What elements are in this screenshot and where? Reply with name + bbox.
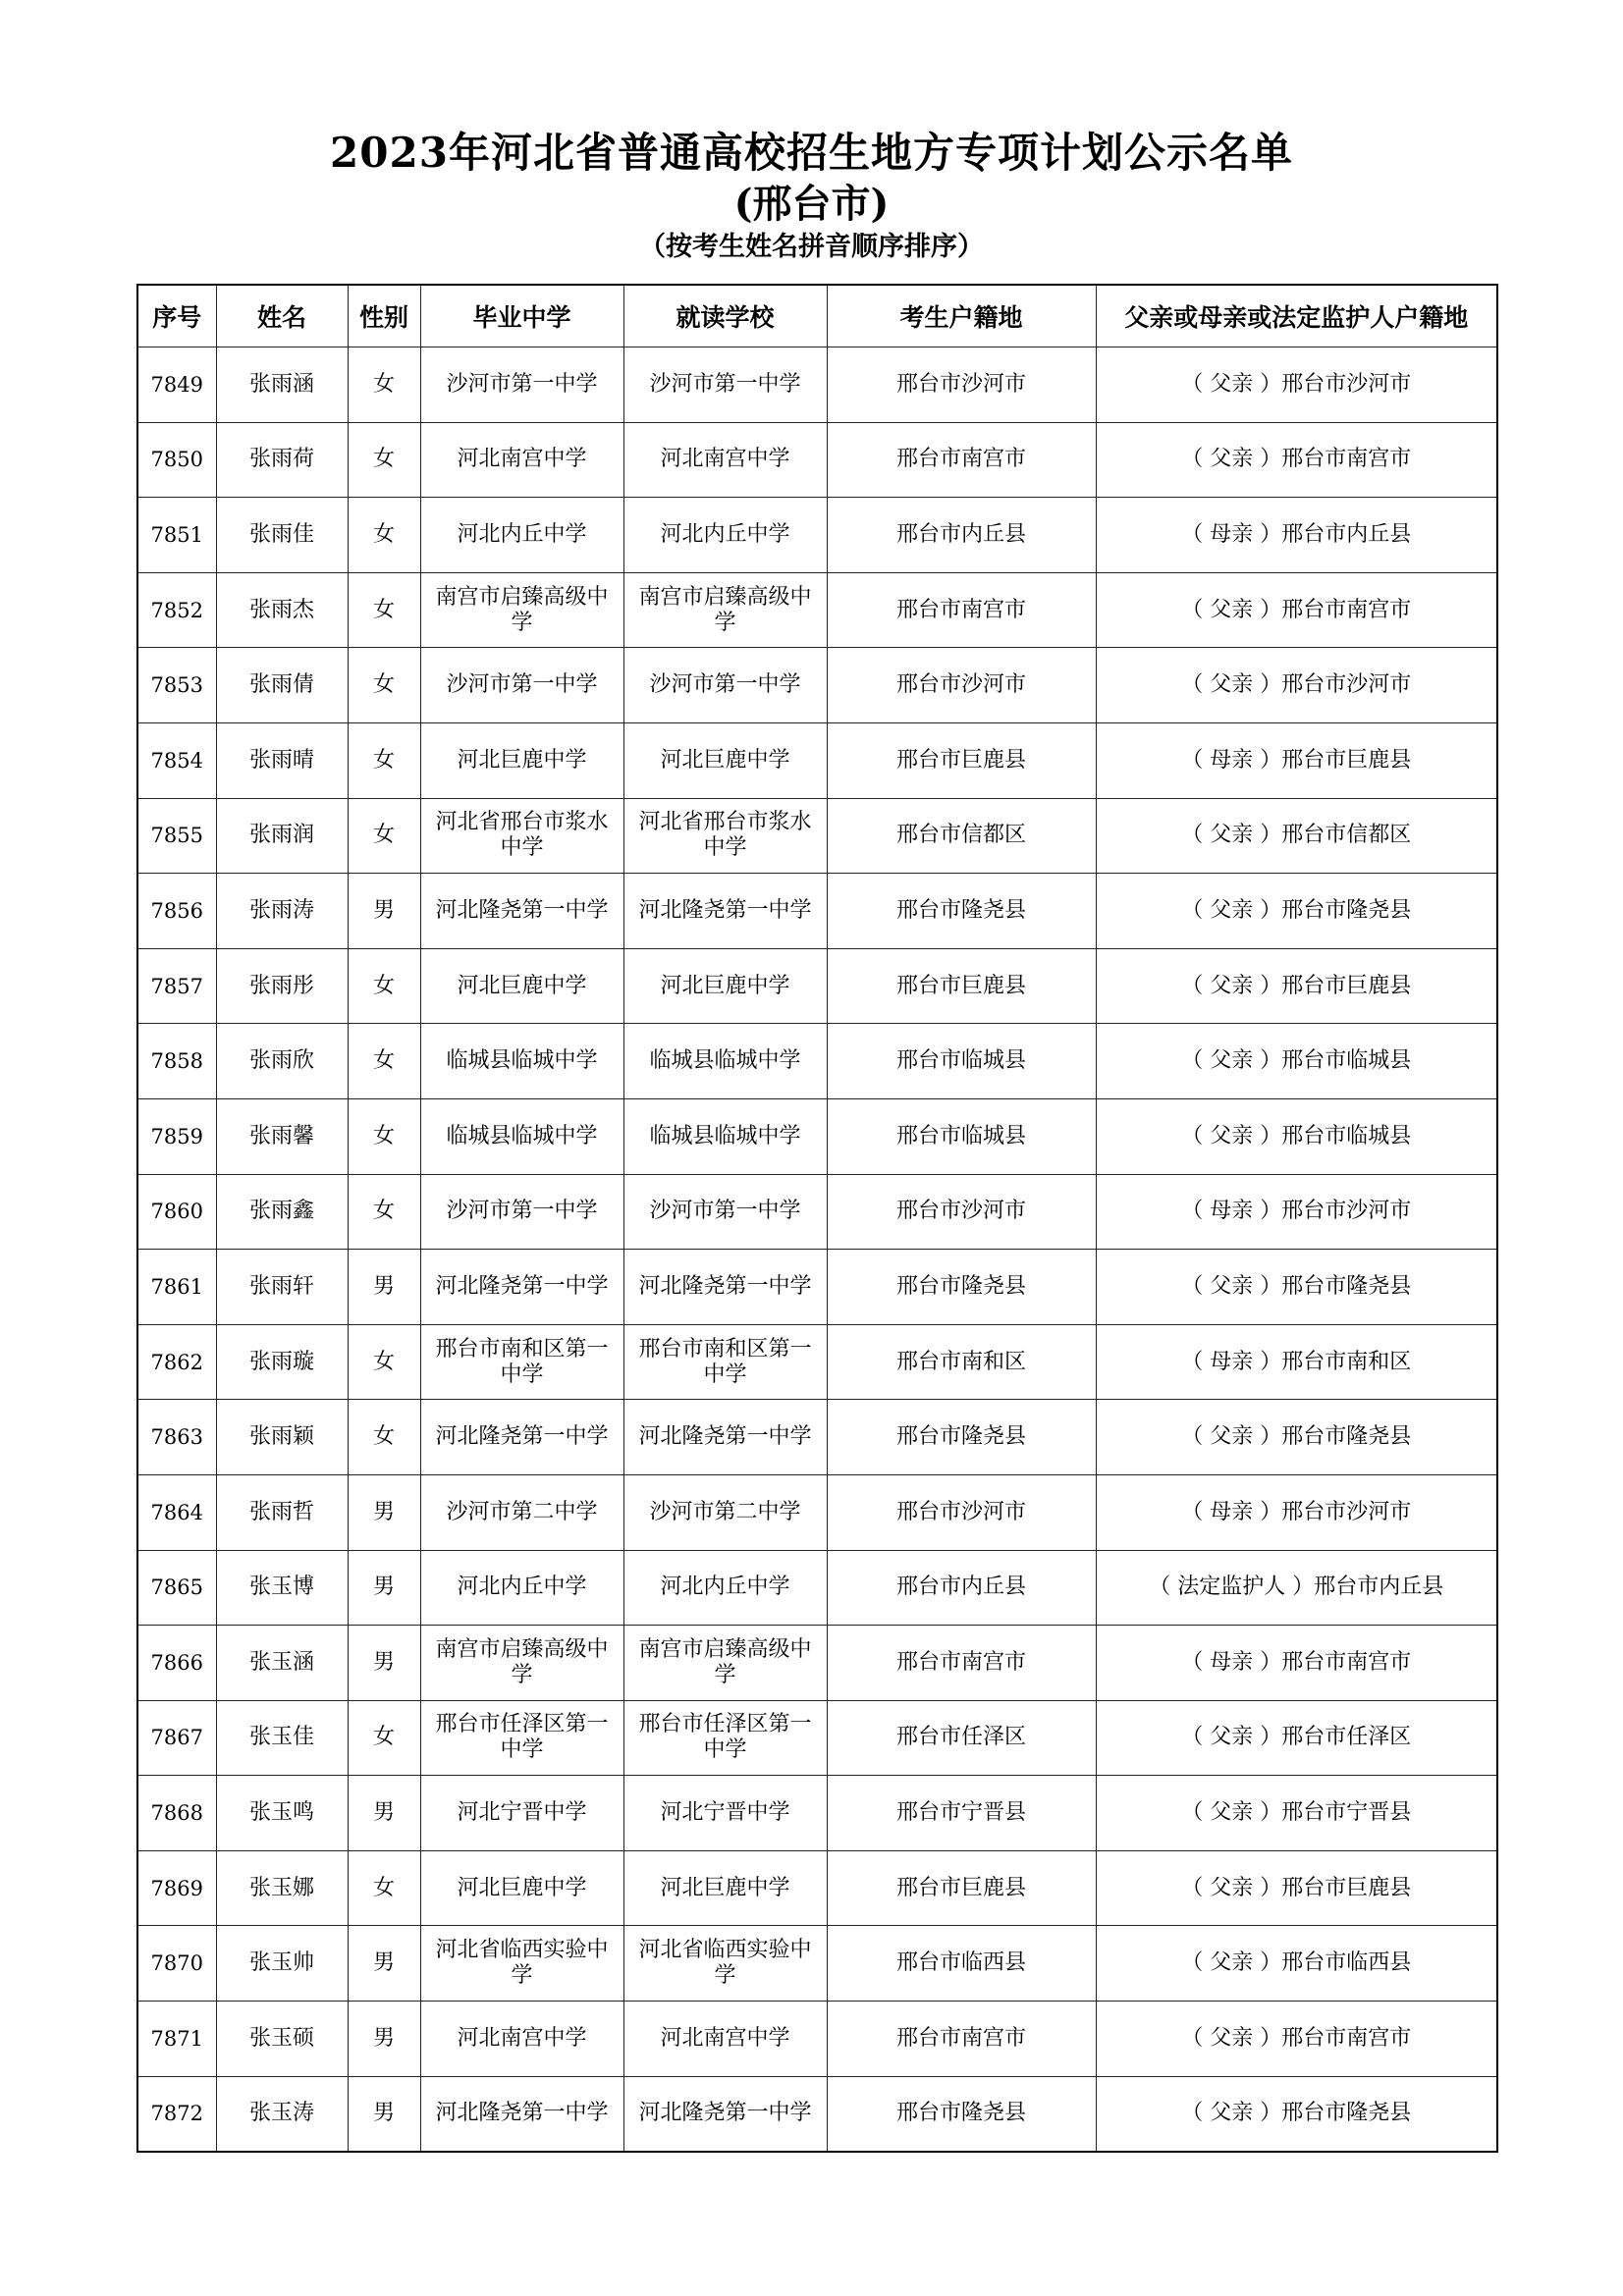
cell-grad-school: 沙河市第一中学 <box>420 1174 623 1250</box>
cell-guardian-residence: （ 父亲 ）邢台市隆尧县 <box>1096 874 1497 949</box>
cell-current-school: 河北隆尧第一中学 <box>623 1400 827 1475</box>
cell-gender: 女 <box>348 798 420 874</box>
cell-grad-school: 沙河市第一中学 <box>420 347 623 423</box>
cell-name: 张玉娜 <box>216 1850 348 1926</box>
cell-residence: 邢台市隆尧县 <box>827 2076 1096 2152</box>
cell-name: 张雨轩 <box>216 1250 348 1325</box>
cell-current-school: 河北宁晋中学 <box>623 1776 827 1851</box>
cell-seq: 7864 <box>137 1474 216 1550</box>
cell-name: 张雨倩 <box>216 648 348 723</box>
roster-body <box>137 347 1497 2153</box>
cell-gender: 男 <box>348 1550 420 1626</box>
cell-seq: 7862 <box>137 1324 216 1400</box>
column-header-residence: 考生户籍地 <box>827 285 1096 347</box>
roster-table <box>136 284 1498 2153</box>
cell-grad-school: 河北省临西实验中学 <box>420 1926 623 2002</box>
cell-name: 张雨润 <box>216 798 348 874</box>
cell-name: 张雨馨 <box>216 1098 348 1174</box>
table-row <box>137 1174 1497 1250</box>
cell-name: 张雨涛 <box>216 874 348 949</box>
cell-seq: 7850 <box>137 422 216 498</box>
cell-name: 张雨晴 <box>216 722 348 798</box>
cell-name: 张雨颖 <box>216 1400 348 1475</box>
cell-current-school: 邢台市南和区第一中学 <box>623 1324 827 1400</box>
cell-current-school: 沙河市第一中学 <box>623 1174 827 1250</box>
cell-name: 张玉博 <box>216 1550 348 1626</box>
cell-gender: 男 <box>348 1776 420 1851</box>
cell-seq: 7858 <box>137 1024 216 1099</box>
cell-seq: 7856 <box>137 874 216 949</box>
cell-residence: 邢台市隆尧县 <box>827 1250 1096 1325</box>
cell-residence: 邢台市任泽区 <box>827 1700 1096 1776</box>
cell-grad-school: 河北内丘中学 <box>420 1550 623 1626</box>
cell-name: 张玉硕 <box>216 2002 348 2077</box>
cell-name: 张玉涵 <box>216 1626 348 1701</box>
cell-seq: 7865 <box>137 1550 216 1626</box>
cell-grad-school: 河北宁晋中学 <box>420 1776 623 1851</box>
cell-seq: 7863 <box>137 1400 216 1475</box>
cell-name: 张雨彤 <box>216 948 348 1024</box>
cell-gender: 男 <box>348 1250 420 1325</box>
cell-residence: 邢台市巨鹿县 <box>827 948 1096 1024</box>
cell-seq: 7851 <box>137 498 216 573</box>
cell-name: 张玉鸣 <box>216 1776 348 1851</box>
cell-grad-school: 临城县临城中学 <box>420 1098 623 1174</box>
cell-guardian-residence: （ 父亲 ）邢台市任泽区 <box>1096 1700 1497 1776</box>
cell-grad-school: 河北巨鹿中学 <box>420 1850 623 1926</box>
cell-seq: 7852 <box>137 572 216 648</box>
cell-seq: 7857 <box>137 948 216 1024</box>
cell-current-school: 河北南宫中学 <box>623 2002 827 2077</box>
cell-current-school: 南宫市启臻高级中学 <box>623 1626 827 1701</box>
table-row <box>137 1024 1497 1099</box>
cell-gender: 女 <box>348 1400 420 1475</box>
cell-seq: 7872 <box>137 2076 216 2152</box>
table-row <box>137 1626 1497 1701</box>
cell-current-school: 河北隆尧第一中学 <box>623 1250 827 1325</box>
page-title: 2023年河北省普通高校招生地方专项计划公示名单 <box>330 129 1293 177</box>
cell-current-school: 河北内丘中学 <box>623 498 827 573</box>
cell-name: 张雨涵 <box>216 347 348 423</box>
cell-guardian-residence: （ 父亲 ）邢台市沙河市 <box>1096 347 1497 423</box>
cell-residence: 邢台市内丘县 <box>827 498 1096 573</box>
cell-seq: 7859 <box>137 1098 216 1174</box>
table-row <box>137 422 1497 498</box>
cell-grad-school: 邢台市任泽区第一中学 <box>420 1700 623 1776</box>
cell-guardian-residence: （ 父亲 ）邢台市临城县 <box>1096 1098 1497 1174</box>
cell-name: 张雨哲 <box>216 1474 348 1550</box>
table-row <box>137 1700 1497 1776</box>
cell-grad-school: 沙河市第二中学 <box>420 1474 623 1550</box>
cell-current-school: 河北省临西实验中学 <box>623 1926 827 2002</box>
cell-guardian-residence: （ 父亲 ）邢台市南宫市 <box>1096 422 1497 498</box>
table-row <box>137 1474 1497 1550</box>
cell-gender: 女 <box>348 572 420 648</box>
cell-grad-school: 南宫市启臻高级中学 <box>420 1626 623 1701</box>
table-row <box>137 798 1497 874</box>
cell-grad-school: 河北南宫中学 <box>420 422 623 498</box>
table-row <box>137 1098 1497 1174</box>
cell-current-school: 河北南宫中学 <box>623 422 827 498</box>
table-row <box>137 648 1497 723</box>
cell-gender: 男 <box>348 2076 420 2152</box>
cell-residence: 邢台市内丘县 <box>827 1550 1096 1626</box>
cell-current-school: 河北隆尧第一中学 <box>623 874 827 949</box>
cell-residence: 邢台市沙河市 <box>827 347 1096 423</box>
cell-gender: 女 <box>348 347 420 423</box>
cell-gender: 男 <box>348 1926 420 2002</box>
cell-guardian-residence: （ 法定监护人 ）邢台市内丘县 <box>1096 1550 1497 1626</box>
column-header-grad-school: 毕业中学 <box>420 285 623 347</box>
cell-name: 张雨荷 <box>216 422 348 498</box>
cell-current-school: 临城县临城中学 <box>623 1098 827 1174</box>
cell-residence: 邢台市巨鹿县 <box>827 722 1096 798</box>
cell-gender: 女 <box>348 948 420 1024</box>
cell-guardian-residence: （ 父亲 ）邢台市宁晋县 <box>1096 1776 1497 1851</box>
table-row <box>137 1400 1497 1475</box>
column-header-current-school: 就读学校 <box>623 285 827 347</box>
cell-grad-school: 河北巨鹿中学 <box>420 722 623 798</box>
page-subtitle: (邢台市) <box>733 181 890 227</box>
cell-residence: 邢台市临城县 <box>827 1024 1096 1099</box>
cell-current-school: 临城县临城中学 <box>623 1024 827 1099</box>
cell-grad-school: 河北内丘中学 <box>420 498 623 573</box>
cell-name: 张玉佳 <box>216 1700 348 1776</box>
cell-residence: 邢台市沙河市 <box>827 1174 1096 1250</box>
cell-residence: 邢台市沙河市 <box>827 648 1096 723</box>
table-row <box>137 1324 1497 1400</box>
cell-gender: 女 <box>348 722 420 798</box>
cell-gender: 女 <box>348 1174 420 1250</box>
cell-residence: 邢台市南宫市 <box>827 2002 1096 2077</box>
cell-grad-school: 河北南宫中学 <box>420 2002 623 2077</box>
cell-seq: 7860 <box>137 1174 216 1250</box>
table-row <box>137 948 1497 1024</box>
cell-name: 张雨鑫 <box>216 1174 348 1250</box>
column-header-guardian-residence: 父亲或母亲或法定监护人户籍地 <box>1096 285 1497 347</box>
cell-name: 张雨璇 <box>216 1324 348 1400</box>
cell-gender: 男 <box>348 2002 420 2077</box>
cell-guardian-residence: （ 母亲 ）邢台市南宫市 <box>1096 1626 1497 1701</box>
cell-seq: 7868 <box>137 1776 216 1851</box>
cell-grad-school: 河北省邢台市浆水中学 <box>420 798 623 874</box>
sort-note: （按考生姓名拼音顺序排序） <box>639 232 984 262</box>
cell-seq: 7866 <box>137 1626 216 1701</box>
table-row <box>137 1776 1497 1851</box>
table-row <box>137 1250 1497 1325</box>
cell-current-school: 南宫市启臻高级中学 <box>623 572 827 648</box>
table-row <box>137 874 1497 949</box>
cell-grad-school: 河北巨鹿中学 <box>420 948 623 1024</box>
cell-guardian-residence: （ 父亲 ）邢台市信都区 <box>1096 798 1497 874</box>
cell-residence: 邢台市南宫市 <box>827 422 1096 498</box>
cell-gender: 女 <box>348 1098 420 1174</box>
cell-gender: 女 <box>348 1324 420 1400</box>
cell-name: 张雨佳 <box>216 498 348 573</box>
cell-current-school: 邢台市任泽区第一中学 <box>623 1700 827 1776</box>
cell-grad-school: 河北隆尧第一中学 <box>420 874 623 949</box>
table-row <box>137 2076 1497 2152</box>
cell-residence: 邢台市南宫市 <box>827 1626 1096 1701</box>
cell-name: 张玉涛 <box>216 2076 348 2152</box>
cell-grad-school: 沙河市第一中学 <box>420 648 623 723</box>
cell-gender: 女 <box>348 498 420 573</box>
cell-guardian-residence: （ 父亲 ）邢台市临城县 <box>1096 1024 1497 1099</box>
cell-seq: 7853 <box>137 648 216 723</box>
cell-current-school: 河北巨鹿中学 <box>623 1850 827 1926</box>
cell-current-school: 河北内丘中学 <box>623 1550 827 1626</box>
cell-current-school: 河北省邢台市浆水中学 <box>623 798 827 874</box>
cell-grad-school: 河北隆尧第一中学 <box>420 2076 623 2152</box>
table-row <box>137 722 1497 798</box>
cell-current-school: 沙河市第一中学 <box>623 347 827 423</box>
cell-current-school: 河北隆尧第一中学 <box>623 2076 827 2152</box>
cell-name: 张玉帅 <box>216 1926 348 2002</box>
cell-gender: 男 <box>348 1626 420 1701</box>
cell-residence: 邢台市临西县 <box>827 1926 1096 2002</box>
cell-seq: 7855 <box>137 798 216 874</box>
cell-gender: 女 <box>348 1024 420 1099</box>
cell-grad-school: 河北隆尧第一中学 <box>420 1250 623 1325</box>
cell-residence: 邢台市沙河市 <box>827 1474 1096 1550</box>
cell-residence: 邢台市南和区 <box>827 1324 1096 1400</box>
cell-guardian-residence: （ 父亲 ）邢台市临西县 <box>1096 1926 1497 2002</box>
cell-guardian-residence: （ 母亲 ）邢台市巨鹿县 <box>1096 722 1497 798</box>
table-row <box>137 347 1497 423</box>
cell-grad-school: 南宫市启臻高级中学 <box>420 572 623 648</box>
cell-seq: 7867 <box>137 1700 216 1776</box>
cell-seq: 7869 <box>137 1850 216 1926</box>
table-row <box>137 572 1497 648</box>
cell-current-school: 河北巨鹿中学 <box>623 948 827 1024</box>
cell-seq: 7871 <box>137 2002 216 2077</box>
cell-guardian-residence: （ 父亲 ）邢台市沙河市 <box>1096 648 1497 723</box>
cell-guardian-residence: （ 母亲 ）邢台市南和区 <box>1096 1324 1497 1400</box>
cell-residence: 邢台市隆尧县 <box>827 1400 1096 1475</box>
cell-guardian-residence: （ 母亲 ）邢台市沙河市 <box>1096 1474 1497 1550</box>
table-row <box>137 1550 1497 1626</box>
cell-seq: 7861 <box>137 1250 216 1325</box>
cell-name: 张雨欣 <box>216 1024 348 1099</box>
cell-guardian-residence: （ 父亲 ）邢台市南宫市 <box>1096 2002 1497 2077</box>
cell-residence: 邢台市宁晋县 <box>827 1776 1096 1851</box>
header-row <box>137 285 1497 347</box>
cell-gender: 男 <box>348 874 420 949</box>
cell-seq: 7854 <box>137 722 216 798</box>
cell-seq: 7870 <box>137 1926 216 2002</box>
column-header-name: 姓名 <box>216 285 348 347</box>
column-header-seq: 序号 <box>137 285 216 347</box>
cell-residence: 邢台市信都区 <box>827 798 1096 874</box>
cell-residence: 邢台市临城县 <box>827 1098 1096 1174</box>
cell-guardian-residence: （ 父亲 ）邢台市隆尧县 <box>1096 1400 1497 1475</box>
cell-gender: 女 <box>348 1700 420 1776</box>
cell-gender: 女 <box>348 648 420 723</box>
cell-guardian-residence: （ 父亲 ）邢台市巨鹿县 <box>1096 1850 1497 1926</box>
cell-current-school: 河北巨鹿中学 <box>623 722 827 798</box>
cell-guardian-residence: （ 母亲 ）邢台市沙河市 <box>1096 1174 1497 1250</box>
table-row <box>137 1926 1497 2002</box>
cell-guardian-residence: （ 父亲 ）邢台市巨鹿县 <box>1096 948 1497 1024</box>
cell-residence: 邢台市南宫市 <box>827 572 1096 648</box>
table-row <box>137 1850 1497 1926</box>
column-header-gender: 性别 <box>348 285 420 347</box>
cell-grad-school: 临城县临城中学 <box>420 1024 623 1099</box>
cell-current-school: 沙河市第一中学 <box>623 648 827 723</box>
table-row <box>137 2002 1497 2077</box>
cell-gender: 女 <box>348 422 420 498</box>
cell-guardian-residence: （ 母亲 ）邢台市内丘县 <box>1096 498 1497 573</box>
cell-name: 张雨杰 <box>216 572 348 648</box>
cell-gender: 男 <box>348 1474 420 1550</box>
cell-gender: 女 <box>348 1850 420 1926</box>
table-row <box>137 498 1497 573</box>
cell-residence: 邢台市隆尧县 <box>827 874 1096 949</box>
cell-guardian-residence: （ 父亲 ）邢台市隆尧县 <box>1096 1250 1497 1325</box>
cell-seq: 7849 <box>137 347 216 423</box>
cell-current-school: 沙河市第二中学 <box>623 1474 827 1550</box>
cell-guardian-residence: （ 父亲 ）邢台市南宫市 <box>1096 572 1497 648</box>
cell-residence: 邢台市巨鹿县 <box>827 1850 1096 1926</box>
cell-grad-school: 河北隆尧第一中学 <box>420 1400 623 1475</box>
cell-grad-school: 邢台市南和区第一中学 <box>420 1324 623 1400</box>
cell-guardian-residence: （ 父亲 ）邢台市隆尧县 <box>1096 2076 1497 2152</box>
